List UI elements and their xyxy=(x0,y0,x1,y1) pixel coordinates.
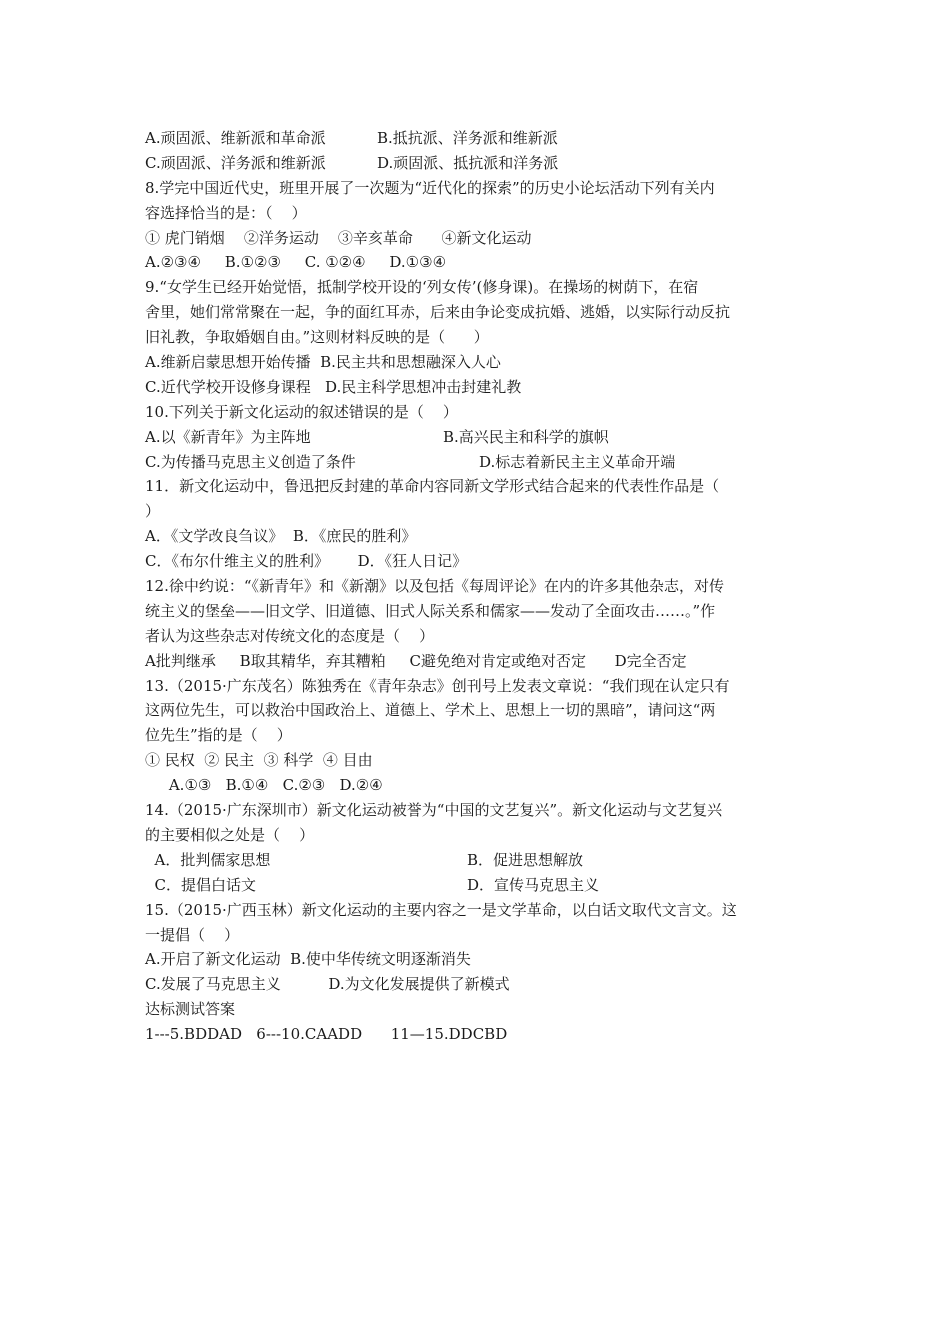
option-d: D.标志着新民主主义革命开端 xyxy=(479,452,676,471)
question-15-options: A.开启了新文化运动 B.使中华传统文明逐渐消失 xyxy=(145,950,471,969)
question-12-stem: 者认为这些杂志对传统文化的态度是（ ） xyxy=(145,626,435,645)
document-page xyxy=(145,126,815,1047)
answer-key-heading: 达标测试答案 xyxy=(145,1000,236,1019)
option-a: A.以《新青年》为主阵地 xyxy=(145,427,311,446)
question-9-stem: 旧礼教，争取婚姻自由。”这则材料反映的是（ ） xyxy=(145,328,489,347)
question-13-options: A.①③ B.①④ C.②③ D.②④ xyxy=(145,776,383,795)
question-8-stem: 容选择恰当的是：（ ） xyxy=(145,203,307,222)
question-11-stem: ） xyxy=(145,502,161,521)
option-row xyxy=(145,151,815,176)
question-13-stem: 位先生”指的是（ ） xyxy=(145,726,292,745)
question-8-items: ① 虎门销烟 ②洋务运动 ③辛亥革命 ④新文化运动 xyxy=(145,228,532,247)
option-c: C．提倡白话文 xyxy=(145,875,257,894)
option-row xyxy=(145,848,815,873)
question-12-options: A批判继承 B取其精华，弃其糟粕 C避免绝对肯定或绝对否定 D完全否定 xyxy=(145,651,687,670)
option-row xyxy=(145,425,815,450)
question-15-stem: 15.（2015·广西玉林）新文化运动的主要内容之一是文学革命，以白话文取代文言文。这 xyxy=(145,900,737,919)
question-12-stem: 12.徐中约说：“《新青年》和《新潮》以及包括《每周评论》在内的许多其他杂志，对传 xyxy=(145,577,725,596)
option-c: C.为传播马克思主义创造了条件 xyxy=(145,452,356,471)
option-a: A.顽固派、维新派和革命派 xyxy=(145,129,326,147)
question-15-stem: 一提倡（ ） xyxy=(145,925,240,944)
option-d: D．宣传马克思主义 xyxy=(467,875,600,894)
question-12-stem: 统主义的堡垒——旧文学、旧道德、旧式人际关系和儒家——发动了全面攻击……。”作 xyxy=(145,601,716,620)
question-8-stem: 8.学完中国近代史，班里开展了一次题为“近代化的探索”的历史小论坛活动下列有关内 xyxy=(145,178,715,197)
question-11-options: C．《布尔什维主义的胜利》 D．《狂人日记》 xyxy=(145,552,468,571)
option-d: D.顽固派、抵抗派和洋务派 xyxy=(377,153,559,172)
option-b: B．促进思想解放 xyxy=(467,850,584,869)
question-13-stem: 13.（2015·广东茂名）陈独秀在《青年杂志》创刊号上发表文章说：“我们现在认定只有 xyxy=(145,676,730,695)
question-14-stem: 14.（2015·广东深圳市）新文化运动被誉为“中国的文艺复兴”。新文化运动与文艺复兴 xyxy=(145,801,723,820)
answer-key: 1---5.BDDAD 6---10.CAADD 11—15.DDCBD xyxy=(145,1025,508,1044)
option-row xyxy=(145,873,815,898)
option-b: B.抵抗派、洋务派和维新派 xyxy=(377,129,558,147)
question-9-stem: 舍里，她们常常聚在一起，争的面红耳赤，后来由争论变成抗婚、逃婚，以实际行动反抗 xyxy=(145,303,731,322)
question-9-stem: 9.“女学生已经开始觉悟，抵制学校开设的‘列女传’(修身课)。在操场的树荫下，在宿 xyxy=(145,278,699,297)
question-9-options: C.近代学校开设修身课程 D.民主科学思想冲击封建礼教 xyxy=(145,377,522,396)
question-11-stem: 11．新文化运动中，鲁迅把反封建的革命内容同新文学形式结合起来的代表性作品是（ xyxy=(145,477,720,496)
option-a: A．批判儒家思想 xyxy=(145,850,271,869)
option-b: B.高兴民主和科学的旗帜 xyxy=(443,427,609,446)
question-13-stem: 这两位先生，可以救治中国政治上、道德上、学术上、思想上一切的黑暗”，请问这“两 xyxy=(145,701,716,720)
question-11-options: A．《文学改良刍议》 B．《庶民的胜利》 xyxy=(145,527,417,546)
question-9-options: A.维新启蒙思想开始传播 B.民主共和思想融深入人心 xyxy=(145,353,501,372)
question-14-stem: 的主要相似之处是（ ） xyxy=(145,825,315,844)
question-8-options: A.②③④ B.①②③ C. ①②④ D.①③④ xyxy=(145,253,447,272)
option-row xyxy=(145,450,815,475)
question-10-stem: 10.下列关于新文化运动的叙述错误的是（ ） xyxy=(145,402,458,421)
option-c: C.顽固派、洋务派和维新派 xyxy=(145,153,326,172)
option-row xyxy=(145,126,815,151)
question-15-options: C.发展了马克思主义 D.为文化发展提供了新模式 xyxy=(145,975,510,994)
question-13-items: ① 民权 ② 民主 ③ 科学 ④ 目由 xyxy=(145,751,373,770)
